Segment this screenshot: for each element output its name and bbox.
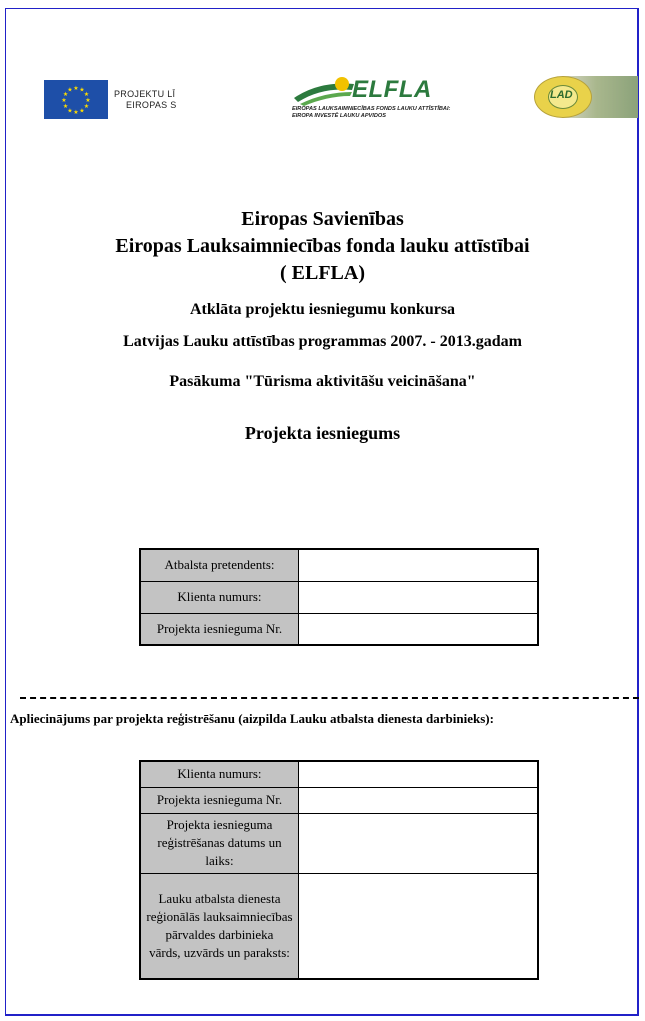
registration-heading: Apliecinājums par projekta reģistrēšanu (aizpilda Lauku atbalsta dienesta darbinieks): bbox=[10, 711, 494, 726]
application-number-field[interactable] bbox=[299, 613, 539, 645]
eu-star-icon: ★ bbox=[85, 98, 91, 104]
table-row bbox=[140, 613, 538, 645]
reg-datetime-label bbox=[140, 813, 299, 873]
eu-star-icon: ★ bbox=[62, 104, 69, 110]
eu-star-icon: ★ bbox=[73, 110, 79, 116]
eu-star-icon: ★ bbox=[62, 92, 69, 98]
heading-elfla: ( ELFLA) bbox=[280, 262, 365, 284]
cut-line-divider bbox=[20, 697, 639, 699]
heading-measure: Pasākuma "Tūrisma aktivitāšu veicināšana" bbox=[169, 373, 476, 390]
table-row bbox=[140, 787, 538, 813]
elfla-sub-line2: EIROPA INVESTĒ LAUKU APVIDOS bbox=[292, 113, 386, 119]
registration-table bbox=[139, 760, 539, 980]
eu-star-icon: ★ bbox=[67, 87, 73, 94]
lad-logo bbox=[534, 76, 638, 118]
reg-officer-label-line: reģionālās lauksaimniecības bbox=[146, 908, 293, 924]
page-title: Projekta iesniegums bbox=[244, 423, 401, 443]
reg-officer-signature-field[interactable] bbox=[299, 873, 539, 979]
heading-eu: Eiropas Savienības bbox=[241, 208, 404, 230]
eu-star-icon: ★ bbox=[73, 86, 79, 92]
heading-fund: Eiropas Lauksaimniecības fonda lauku attīstībai bbox=[115, 235, 530, 257]
reg-officer-label bbox=[140, 873, 299, 979]
eu-flag-icon bbox=[44, 80, 108, 119]
heading-programme: Latvijas Lauku attīstības programmas 2007. - 2013.gadam bbox=[123, 333, 522, 350]
heading-contest: Atklāta projektu iesniegumu konkursa bbox=[189, 301, 456, 318]
eu-logo bbox=[44, 80, 177, 119]
applicant-field[interactable] bbox=[299, 549, 539, 581]
eu-star-icon: ★ bbox=[83, 92, 90, 98]
reg-datetime-field[interactable] bbox=[299, 813, 539, 873]
reg-application-number-field[interactable] bbox=[299, 787, 539, 813]
applicant-label: Atbalsta pretendents: bbox=[140, 549, 299, 581]
reg-officer-label-line: vārds, uzvārds un paraksts: bbox=[149, 944, 290, 960]
eu-star-icon: ★ bbox=[61, 98, 67, 104]
application-number-label: Projekta iesnieguma Nr. bbox=[140, 613, 299, 645]
elfla-name: ELFLA bbox=[352, 76, 432, 103]
eu-star-icon: ★ bbox=[79, 87, 85, 94]
applicant-table bbox=[139, 548, 539, 646]
table-row bbox=[140, 761, 538, 787]
reg-officer-label-line: pārvaldes darbinieka bbox=[165, 926, 274, 942]
table-row bbox=[140, 549, 538, 581]
eu-logo-text bbox=[114, 89, 177, 111]
eu-star-icon: ★ bbox=[83, 104, 90, 110]
reg-application-number-label: Projekta iesnieguma Nr. bbox=[140, 787, 299, 813]
eu-text-line1: PROJEKTU LĪ bbox=[114, 88, 176, 99]
elfla-logo bbox=[292, 76, 492, 122]
elfla-sub-line1: EIROPAS LAUKSAIMNIECĪBAS FONDS LAUKU ATTĪSTĪBAI: bbox=[292, 106, 451, 112]
reg-client-number-field[interactable] bbox=[299, 761, 539, 787]
elfla-subtitle bbox=[292, 106, 450, 120]
table-row bbox=[140, 873, 538, 979]
reg-datetime-label-line: laiks: bbox=[205, 853, 234, 868]
table-row bbox=[140, 813, 538, 873]
client-number-field[interactable] bbox=[299, 581, 539, 613]
eu-star-icon: ★ bbox=[79, 108, 85, 115]
eu-star-icon: ★ bbox=[67, 108, 73, 115]
eu-text-line2: EIROPAS S bbox=[126, 99, 177, 110]
client-number-label: Klienta numurs: bbox=[140, 581, 299, 613]
reg-datetime-label-line: reģistrēšanas datums un bbox=[157, 835, 282, 850]
lad-name: LAD bbox=[550, 89, 573, 101]
reg-datetime-label-line: Projekta iesnieguma bbox=[166, 817, 273, 832]
table-row bbox=[140, 581, 538, 613]
reg-officer-label-line: Lauku atbalsta dienesta bbox=[158, 890, 281, 906]
reg-client-number-label: Klienta numurs: bbox=[140, 761, 299, 787]
